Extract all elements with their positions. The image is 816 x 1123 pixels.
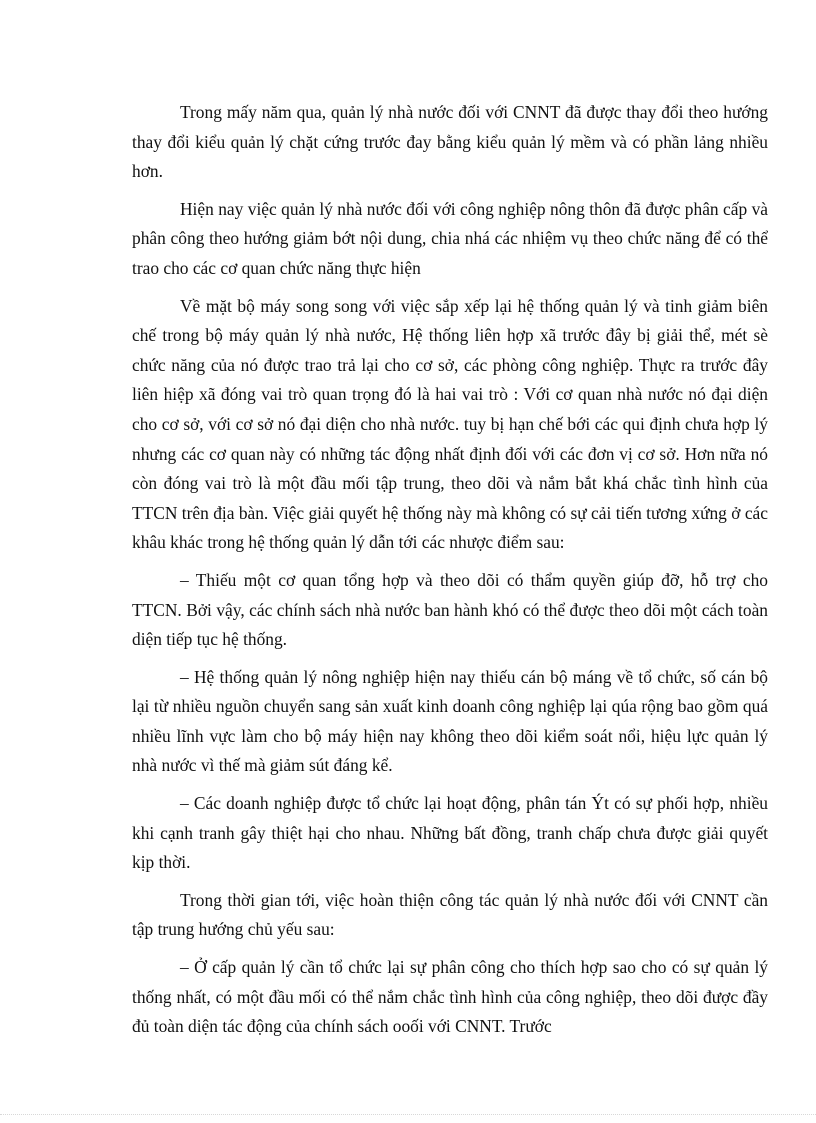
paragraph: – Hệ thống quản lý nông nghiệp hiện nay thiếu cán bộ máng về tổ chức, số cán bộ lại từ nhiều nguồn chuyển sang sản xuất kinh doanh công nghiệp lại qúa rộng bao gồm quá nhiều lĩnh vực làm cho bộ máy hiện nay không theo dõi kiểm soát nổi, hiệu lực quản lý nhà nước vì thế mà giảm sút đáng kể. [132, 666, 768, 776]
paragraph: Về mặt bộ máy song song với việc sắp xếp lại hệ thống quản lý và tinh giảm biên chế trong bộ máy quản lý nhà nước, Hệ thống liên hợp xã trước đây bị giải thể, mét sè chức năng của nó được trao trả lại cho cơ sở, các phòng công nghiệp. Thực ra trước đây liên hiệp xã đóng vai trò quan trọng đó là hai vai trò : Với cơ quan nhà nước nó đại diện cho cơ sở, với cơ sở nó đại diện cho nhà nước. tuy bị hạn chế bới các qui định chưa hợp lý nhưng các cơ quan này có những tác động nhất định đối với các đơn vị cơ sở. Hơn nữa nó còn đóng vai trò là một đầu mối tập trung, theo dõi và nắm bắt khá chắc tình hình của TTCN trên địa bàn. Việc giải quyết hệ thống này mà không có sự cải tiến tương xứng ở các khâu khác trong hệ thống quản lý dẫn tới các nhược điểm sau: [132, 295, 768, 553]
paragraph: – Thiếu một cơ quan tổng hợp và theo dõi có thẩm quyền giúp đỡ, hỗ trợ cho TTCN. Bởi vậy, các chính sách nhà nước ban hành khó có thể được theo dõi một cách toàn diện tiếp tục hệ thống. [132, 569, 768, 650]
document-body [132, 98, 768, 1050]
page-bottom-divider [0, 1114, 816, 1115]
paragraph: – Ở cấp quản lý cần tổ chức lại sự phân công cho thích hợp sao cho có sự quản lý thống nhất, có một đầu mối có thể nắm chắc tình hình của công nghiệp, theo dõi được đầy đủ toàn diện tác động của chính sách ooối với CNNT. Trước [132, 957, 768, 1037]
paragraph: Hiện nay việc quản lý nhà nước đối với công nghiệp nông thôn đã được phân cấp và phân công theo hướng giảm bớt nội dung, chia nhá các nhiệm vụ theo chức năng để có thể trao cho các cơ quan chức năng thực hiện [132, 198, 768, 278]
paragraph: Trong mấy năm qua, quản lý nhà nước đối với CNNT đã được thay đổi theo hướng thay đổi kiểu quản lý chặt cứng trước đay bằng kiểu quản lý mềm và có phần lảng nhiều hơn. [132, 102, 768, 182]
paragraph: – Các doanh nghiệp được tổ chức lại hoạt động, phân tán Ýt có sự phối hợp, nhiều khi cạnh tranh gây thiệt hại cho nhau. Những bất đồng, tranh chấp chưa được giải quyết kịp thời. [132, 793, 768, 873]
paragraph: Trong thời gian tới, việc hoàn thiện công tác quản lý nhà nước đối với CNNT cần tập trung hướng chủ yếu sau: [132, 889, 768, 940]
